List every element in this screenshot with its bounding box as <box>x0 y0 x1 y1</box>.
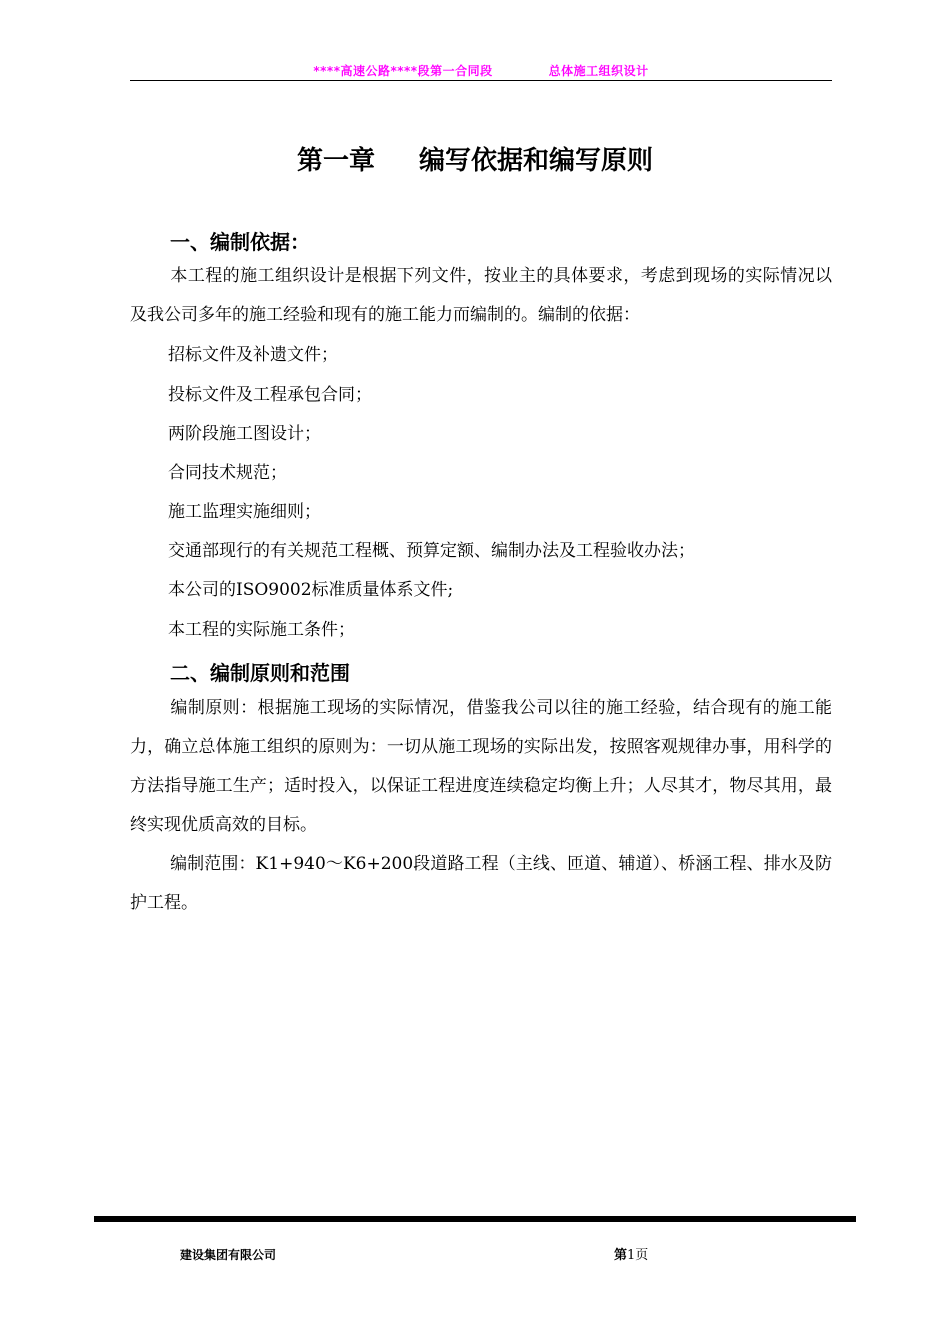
scope-text: 编制范围：K1+940～K6+200段道路工程（主线、匝道、辅道）、桥涵工程、排水及防护工程。 <box>130 854 832 913</box>
page-number-value: 1 <box>627 1248 636 1263</box>
principle-text: 编制原则：根据施工现场的实际情况，借鉴我公司以往的施工经验，结合现有的施工能力，确立总体施工组织的原则为：一切从施工现场的实际出发，按照客观规律办事，用科学的方法指导施工生产；适时投入，以保证工程进度连续稳定均衡上升；人尽其才，物尽其用，最终实现优质高效的目标。 <box>130 698 832 835</box>
list-item: 本工程的实际施工条件； <box>168 620 355 640</box>
scope-paragraph <box>130 845 832 923</box>
list-item: 本公司的ISO9002标准质量体系文件; <box>168 580 454 600</box>
header-divider <box>130 80 832 81</box>
section-heading-principles: 二、编制原则和范围 <box>170 661 350 685</box>
page-prefix: 第 <box>614 1248 628 1263</box>
list-item: 合同技术规范； <box>168 463 287 483</box>
list-item: 招标文件及补遗文件； <box>168 345 338 365</box>
footer-company: 建设集团有限公司 <box>180 1248 277 1262</box>
page-header <box>130 62 832 79</box>
page-suffix: 页 <box>635 1248 649 1263</box>
section-heading-basis: 一、编制依据： <box>170 230 310 254</box>
header-left-text: ****高速公路****段第一合同段 <box>313 64 493 78</box>
principle-paragraph <box>130 689 832 845</box>
chapter-number: 第一章 <box>296 146 375 176</box>
page-number <box>614 1244 648 1263</box>
basis-intro-paragraph <box>130 257 832 335</box>
basis-intro-text: 本工程的施工组织设计是根据下列文件，按业主的具体要求，考虑到现场的实际情况以及我公司多年的施工经验和现有的施工能力而编制的。编制的依据： <box>130 266 832 325</box>
chapter-title <box>0 140 950 177</box>
list-item: 两阶段施工图设计； <box>168 424 321 444</box>
list-item: 投标文件及工程承包合同； <box>168 385 372 405</box>
chapter-heading: 编写依据和编写原则 <box>419 146 654 176</box>
list-item: 施工监理实施细则； <box>168 502 321 522</box>
list-item: 交通部现行的有关规范工程概、预算定额、编制办法及工程验收办法； <box>168 541 695 561</box>
header-right-text: 总体施工组织设计 <box>548 64 649 78</box>
footer-divider <box>94 1216 856 1222</box>
